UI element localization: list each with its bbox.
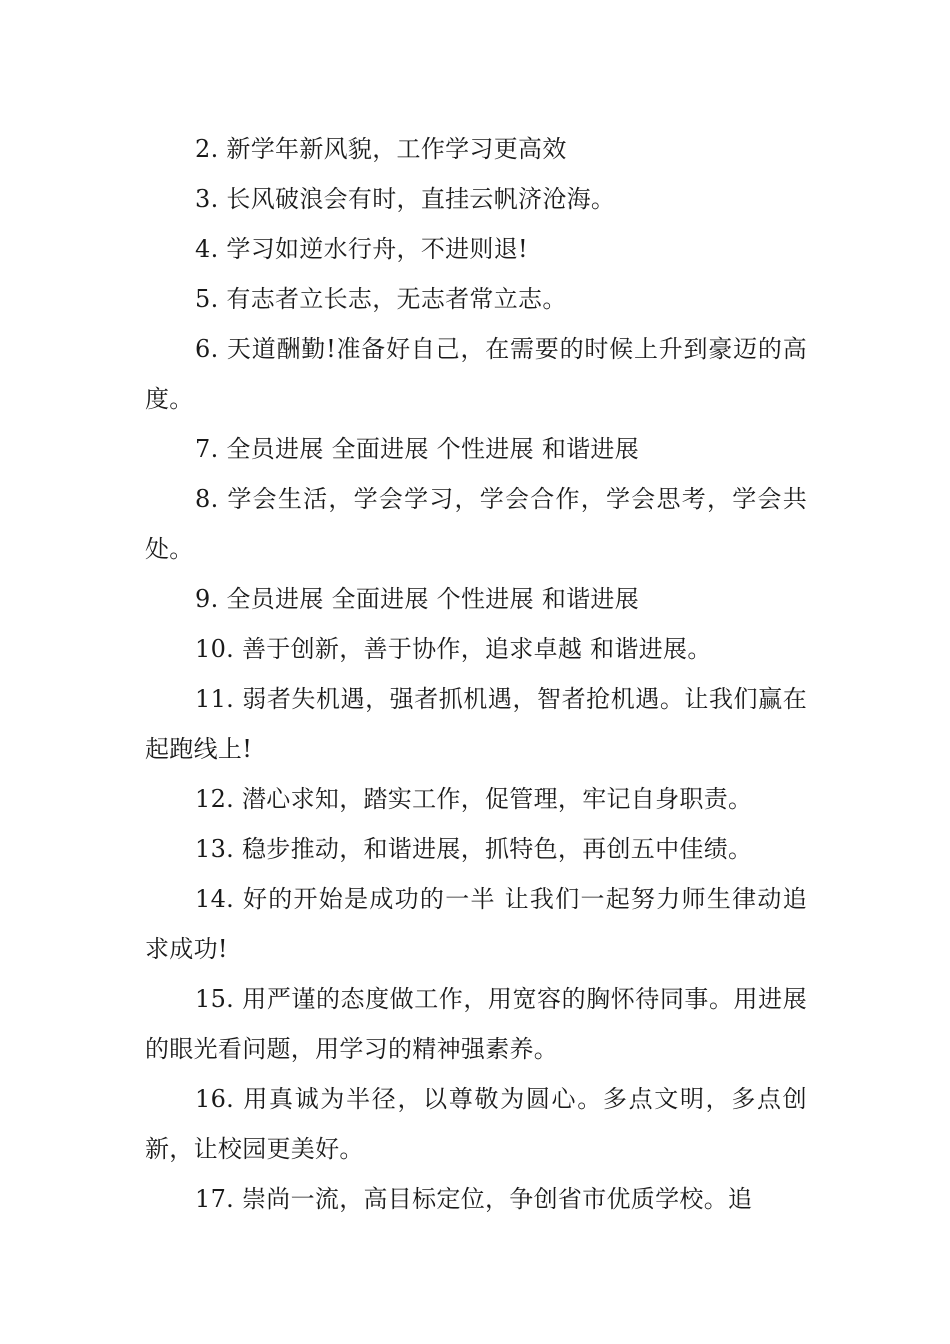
paragraph-5: 5. 有志者立长志，无志者常立志。: [195, 285, 567, 313]
document-body: [145, 124, 807, 1224]
paragraph-17: 17. 崇尚一流，高目标定位，争创省市优质学校。追: [195, 1185, 753, 1213]
paragraph-15: 15. 用严谨的态度做工作，用宽容的胸怀待同事。用进展的眼光看问题，用学习的精神强素养。: [145, 985, 807, 1063]
paragraph-10: 10. 善于创新，善于协作，追求卓越 和谐进展。: [195, 635, 712, 663]
paragraph-8: 8. 学会生活，学会学习，学会合作，学会思考，学会共处。: [145, 485, 807, 563]
paragraph-16: 16. 用真诚为半径，以尊敬为圆心。多点文明，多点创新，让校园更美好。: [145, 1085, 807, 1163]
paragraph-7: 7. 全员进展 全面进展 个性进展 和谐进展: [195, 435, 640, 463]
paragraph-6: 6. 天道酬勤!准备好自己，在需要的时候上升到豪迈的高度。: [145, 335, 807, 413]
paragraph-14: 14. 好的开始是成功的一半 让我们一起努力师生律动追求成功!: [145, 885, 807, 963]
paragraph-12: 12. 潜心求知，踏实工作，促管理，牢记自身职责。: [195, 785, 753, 813]
paragraph-13: 13. 稳步推动，和谐进展，抓特色，再创五中佳绩。: [195, 835, 753, 863]
paragraph-3: 3. 长风破浪会有时，直挂云帆济沧海。: [195, 185, 616, 213]
paragraph-2: 2. 新学年新风貌，工作学习更高效: [195, 135, 567, 163]
paragraph-4: 4. 学习如逆水行舟，不进则退!: [195, 235, 528, 263]
paragraph-11: 11. 弱者失机遇，强者抓机遇，智者抢机遇。让我们赢在起跑线上!: [145, 685, 807, 763]
paragraph-9: 9. 全员进展 全面进展 个性进展 和谐进展: [195, 585, 640, 613]
